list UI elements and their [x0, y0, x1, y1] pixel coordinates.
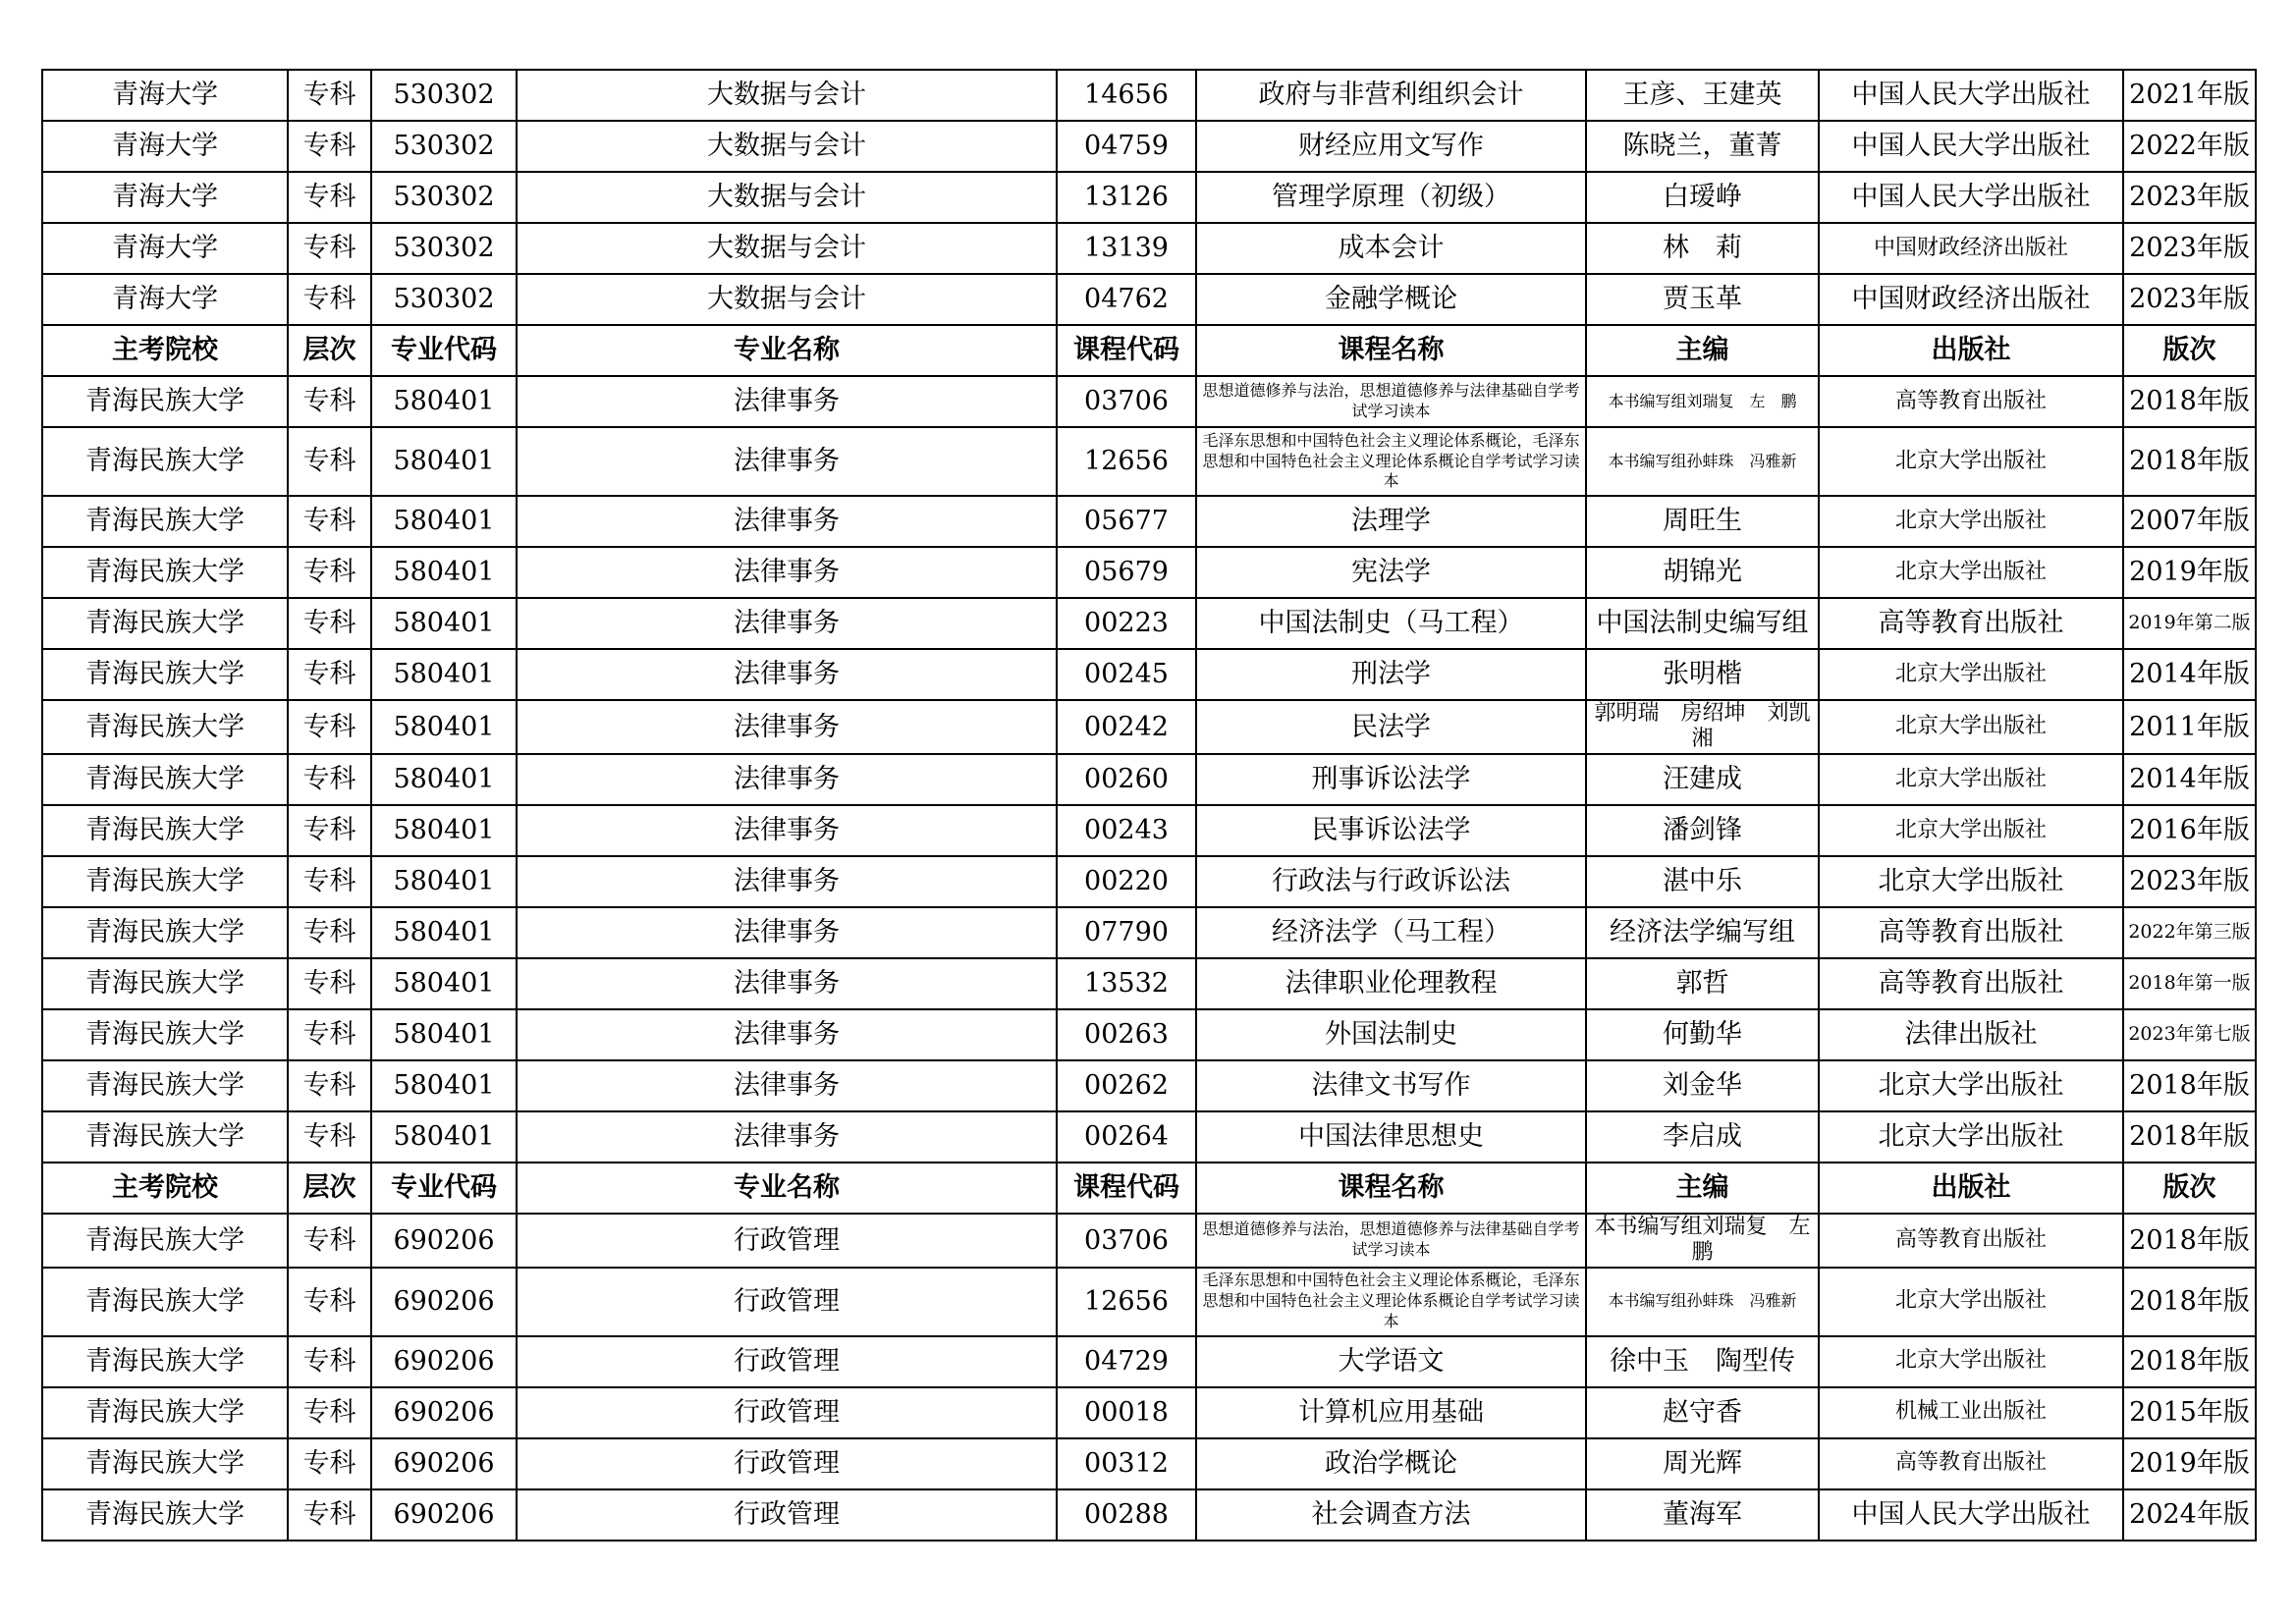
header-major-name: 专业名称	[517, 1163, 1057, 1214]
cell-school: 青海民族大学	[42, 856, 288, 907]
cell-editor: 贾玉革	[1586, 274, 1819, 325]
cell-major-name: 法律事务	[517, 1111, 1057, 1163]
cell-course-name: 法理学	[1196, 496, 1586, 547]
cell-level: 专科	[288, 223, 371, 274]
cell-major-code: 530302	[371, 70, 517, 121]
header-course-code: 课程代码	[1057, 1163, 1196, 1214]
cell-course-code: 14656	[1057, 70, 1196, 121]
cell-course-name: 毛泽东思想和中国特色社会主义理论体系概论，毛泽东思想和中国特色社会主义理论体系概论自学考试学习读本	[1196, 427, 1586, 496]
cell-school: 青海民族大学	[42, 1336, 288, 1387]
header-publisher: 出版社	[1819, 325, 2123, 376]
cell-course-code: 00288	[1057, 1489, 1196, 1541]
cell-course-name: 中国法律思想史	[1196, 1111, 1586, 1163]
table-row	[42, 1009, 2256, 1060]
textbook-table	[41, 69, 2257, 1542]
cell-editor: 赵守香	[1586, 1387, 1819, 1438]
cell-major-code: 580401	[371, 958, 517, 1009]
header-course-name: 课程名称	[1196, 1163, 1586, 1214]
cell-editor: 经济法学编写组	[1586, 907, 1819, 958]
cell-school: 青海民族大学	[42, 496, 288, 547]
cell-major-name: 行政管理	[517, 1489, 1057, 1541]
cell-course-name: 社会调查方法	[1196, 1489, 1586, 1541]
cell-major-code: 530302	[371, 274, 517, 325]
cell-major-name: 法律事务	[517, 649, 1057, 700]
cell-course-name: 民法学	[1196, 700, 1586, 754]
header-major-code: 专业代码	[371, 1163, 517, 1214]
cell-major-name: 大数据与会计	[517, 274, 1057, 325]
cell-major-code: 580401	[371, 856, 517, 907]
cell-course-name: 管理学原理（初级）	[1196, 172, 1586, 223]
cell-school: 青海民族大学	[42, 805, 288, 856]
cell-editor: 董海军	[1586, 1489, 1819, 1541]
cell-edition: 2007年版	[2123, 496, 2256, 547]
cell-course-name: 民事诉讼法学	[1196, 805, 1586, 856]
header-level: 层次	[288, 1163, 371, 1214]
cell-course-name: 经济法学（马工程）	[1196, 907, 1586, 958]
table-row	[42, 1336, 2256, 1387]
cell-level: 专科	[288, 907, 371, 958]
cell-editor: 本书编写组刘瑞复 左 鹏	[1586, 376, 1819, 427]
cell-editor: 王彦、王建英	[1586, 70, 1819, 121]
cell-course-code: 00245	[1057, 649, 1196, 700]
cell-level: 专科	[288, 427, 371, 496]
cell-editor: 本书编写组孙蚌珠 冯雅新	[1586, 1268, 1819, 1336]
cell-course-code: 05679	[1057, 547, 1196, 598]
cell-level: 专科	[288, 1387, 371, 1438]
cell-major-name: 法律事务	[517, 958, 1057, 1009]
cell-course-name: 刑事诉讼法学	[1196, 754, 1586, 805]
cell-course-name: 刑法学	[1196, 649, 1586, 700]
cell-course-code: 03706	[1057, 1214, 1196, 1268]
cell-course-name: 思想道德修养与法治，思想道德修养与法律基础自学考试学习读本	[1196, 376, 1586, 427]
cell-edition: 2019年版	[2123, 547, 2256, 598]
cell-edition: 2021年版	[2123, 70, 2256, 121]
cell-publisher: 法律出版社	[1819, 1009, 2123, 1060]
cell-edition: 2018年版	[2123, 1336, 2256, 1387]
table-row	[42, 1214, 2256, 1268]
cell-level: 专科	[288, 856, 371, 907]
cell-school: 青海民族大学	[42, 427, 288, 496]
table-row	[42, 754, 2256, 805]
cell-edition: 2023年版	[2123, 274, 2256, 325]
cell-edition: 2014年版	[2123, 754, 2256, 805]
cell-major-code: 580401	[371, 547, 517, 598]
cell-major-code: 690206	[371, 1336, 517, 1387]
cell-publisher: 北京大学出版社	[1819, 1060, 2123, 1111]
cell-major-code: 580401	[371, 1009, 517, 1060]
cell-publisher: 北京大学出版社	[1819, 1336, 2123, 1387]
cell-major-code: 580401	[371, 376, 517, 427]
cell-publisher: 北京大学出版社	[1819, 1268, 2123, 1336]
cell-publisher: 北京大学出版社	[1819, 1111, 2123, 1163]
table-row	[42, 856, 2256, 907]
header-editor: 主编	[1586, 1163, 1819, 1214]
cell-course-name: 计算机应用基础	[1196, 1387, 1586, 1438]
cell-major-name: 行政管理	[517, 1268, 1057, 1336]
cell-major-code: 580401	[371, 427, 517, 496]
cell-editor: 何勤华	[1586, 1009, 1819, 1060]
cell-school: 青海民族大学	[42, 1268, 288, 1336]
cell-course-name: 思想道德修养与法治，思想道德修养与法律基础自学考试学习读本	[1196, 1214, 1586, 1268]
cell-publisher: 中国人民大学出版社	[1819, 121, 2123, 172]
cell-major-code: 580401	[371, 754, 517, 805]
cell-major-name: 法律事务	[517, 907, 1057, 958]
cell-level: 专科	[288, 700, 371, 754]
header-major-code: 专业代码	[371, 325, 517, 376]
cell-editor: 本书编写组刘瑞复 左 鹏	[1586, 1214, 1819, 1268]
cell-course-code: 05677	[1057, 496, 1196, 547]
cell-course-code: 03706	[1057, 376, 1196, 427]
cell-major-name: 法律事务	[517, 427, 1057, 496]
cell-course-code: 04729	[1057, 1336, 1196, 1387]
cell-major-name: 法律事务	[517, 1060, 1057, 1111]
table-row	[42, 70, 2256, 121]
cell-school: 青海民族大学	[42, 598, 288, 649]
cell-edition: 2018年版	[2123, 1111, 2256, 1163]
table-row	[42, 223, 2256, 274]
cell-major-code: 580401	[371, 700, 517, 754]
cell-major-name: 法律事务	[517, 754, 1057, 805]
cell-publisher: 中国财政经济出版社	[1819, 223, 2123, 274]
cell-editor: 汪建成	[1586, 754, 1819, 805]
table-row	[42, 649, 2256, 700]
cell-major-name: 大数据与会计	[517, 223, 1057, 274]
table-row	[42, 1489, 2256, 1541]
cell-school: 青海大学	[42, 121, 288, 172]
cell-school: 青海民族大学	[42, 1387, 288, 1438]
cell-edition: 2018年版	[2123, 1214, 2256, 1268]
cell-course-name: 财经应用文写作	[1196, 121, 1586, 172]
cell-school: 青海民族大学	[42, 547, 288, 598]
cell-level: 专科	[288, 274, 371, 325]
cell-major-code: 690206	[371, 1214, 517, 1268]
cell-level: 专科	[288, 496, 371, 547]
cell-major-name: 法律事务	[517, 547, 1057, 598]
cell-publisher: 北京大学出版社	[1819, 427, 2123, 496]
cell-editor: 林 莉	[1586, 223, 1819, 274]
cell-major-name: 行政管理	[517, 1214, 1057, 1268]
cell-publisher: 北京大学出版社	[1819, 649, 2123, 700]
header-publisher: 出版社	[1819, 1163, 2123, 1214]
cell-edition: 2023年版	[2123, 856, 2256, 907]
cell-major-code: 580401	[371, 805, 517, 856]
table-row	[42, 172, 2256, 223]
cell-edition: 2019年第二版	[2123, 598, 2256, 649]
cell-major-code: 580401	[371, 907, 517, 958]
cell-level: 专科	[288, 754, 371, 805]
cell-editor: 郭哲	[1586, 958, 1819, 1009]
cell-major-name: 大数据与会计	[517, 70, 1057, 121]
cell-edition: 2016年版	[2123, 805, 2256, 856]
cell-school: 青海民族大学	[42, 649, 288, 700]
cell-course-code: 12656	[1057, 427, 1196, 496]
cell-level: 专科	[288, 1489, 371, 1541]
header-course-name: 课程名称	[1196, 325, 1586, 376]
table-row	[42, 1060, 2256, 1111]
header-major-name: 专业名称	[517, 325, 1057, 376]
cell-edition: 2023年版	[2123, 172, 2256, 223]
table-row	[42, 121, 2256, 172]
cell-edition: 2014年版	[2123, 649, 2256, 700]
cell-course-code: 13532	[1057, 958, 1196, 1009]
cell-course-code: 00018	[1057, 1387, 1196, 1438]
cell-publisher: 高等教育出版社	[1819, 1214, 2123, 1268]
cell-publisher: 中国财政经济出版社	[1819, 274, 2123, 325]
cell-course-code: 00243	[1057, 805, 1196, 856]
cell-major-code: 530302	[371, 172, 517, 223]
cell-level: 专科	[288, 376, 371, 427]
cell-major-name: 行政管理	[517, 1387, 1057, 1438]
cell-course-name: 行政法与行政诉讼法	[1196, 856, 1586, 907]
cell-school: 青海民族大学	[42, 376, 288, 427]
cell-course-name: 毛泽东思想和中国特色社会主义理论体系概论，毛泽东思想和中国特色社会主义理论体系概论自学考试学习读本	[1196, 1268, 1586, 1336]
cell-editor: 刘金华	[1586, 1060, 1819, 1111]
cell-course-name: 成本会计	[1196, 223, 1586, 274]
cell-level: 专科	[288, 547, 371, 598]
cell-major-name: 行政管理	[517, 1336, 1057, 1387]
header-school: 主考院校	[42, 1163, 288, 1214]
cell-major-name: 行政管理	[517, 1438, 1057, 1489]
table-row	[42, 427, 2256, 496]
cell-publisher: 北京大学出版社	[1819, 805, 2123, 856]
header-level: 层次	[288, 325, 371, 376]
cell-editor: 张明楷	[1586, 649, 1819, 700]
table-row	[42, 1438, 2256, 1489]
cell-school: 青海民族大学	[42, 1489, 288, 1541]
cell-edition: 2024年版	[2123, 1489, 2256, 1541]
cell-major-code: 690206	[371, 1438, 517, 1489]
cell-level: 专科	[288, 649, 371, 700]
cell-major-code: 580401	[371, 1111, 517, 1163]
cell-level: 专科	[288, 70, 371, 121]
table-body	[42, 70, 2256, 1541]
cell-school: 青海大学	[42, 223, 288, 274]
cell-major-code: 580401	[371, 649, 517, 700]
cell-course-code: 12656	[1057, 1268, 1196, 1336]
cell-course-name: 金融学概论	[1196, 274, 1586, 325]
table-row	[42, 958, 2256, 1009]
cell-editor: 周光辉	[1586, 1438, 1819, 1489]
cell-publisher: 机械工业出版社	[1819, 1387, 2123, 1438]
table-row	[42, 700, 2256, 754]
cell-major-name: 大数据与会计	[517, 121, 1057, 172]
cell-editor: 李启成	[1586, 1111, 1819, 1163]
table-row	[42, 376, 2256, 427]
cell-publisher: 北京大学出版社	[1819, 856, 2123, 907]
cell-edition: 2022年第三版	[2123, 907, 2256, 958]
cell-school: 青海民族大学	[42, 907, 288, 958]
cell-major-name: 法律事务	[517, 376, 1057, 427]
cell-edition: 2018年版	[2123, 1060, 2256, 1111]
cell-course-code: 04759	[1057, 121, 1196, 172]
cell-course-name: 外国法制史	[1196, 1009, 1586, 1060]
cell-editor: 胡锦光	[1586, 547, 1819, 598]
cell-major-code: 690206	[371, 1387, 517, 1438]
cell-school: 青海民族大学	[42, 1009, 288, 1060]
cell-edition: 2018年版	[2123, 1268, 2256, 1336]
cell-publisher: 中国人民大学出版社	[1819, 70, 2123, 121]
cell-course-name: 政治学概论	[1196, 1438, 1586, 1489]
cell-publisher: 北京大学出版社	[1819, 754, 2123, 805]
cell-publisher: 高等教育出版社	[1819, 907, 2123, 958]
cell-publisher: 中国人民大学出版社	[1819, 1489, 2123, 1541]
cell-course-code: 00312	[1057, 1438, 1196, 1489]
cell-course-name: 法律职业伦理教程	[1196, 958, 1586, 1009]
cell-level: 专科	[288, 805, 371, 856]
cell-publisher: 北京大学出版社	[1819, 496, 2123, 547]
cell-course-code: 13126	[1057, 172, 1196, 223]
cell-school: 青海大学	[42, 274, 288, 325]
cell-course-code: 00242	[1057, 700, 1196, 754]
cell-course-code: 04762	[1057, 274, 1196, 325]
cell-major-name: 法律事务	[517, 700, 1057, 754]
cell-level: 专科	[288, 172, 371, 223]
cell-edition: 2022年版	[2123, 121, 2256, 172]
cell-edition: 2015年版	[2123, 1387, 2256, 1438]
cell-level: 专科	[288, 1009, 371, 1060]
cell-course-code: 00220	[1057, 856, 1196, 907]
cell-school: 青海民族大学	[42, 754, 288, 805]
cell-edition: 2018年版	[2123, 376, 2256, 427]
cell-major-name: 法律事务	[517, 805, 1057, 856]
cell-course-name: 宪法学	[1196, 547, 1586, 598]
cell-course-name: 中国法制史（马工程）	[1196, 598, 1586, 649]
cell-major-code: 580401	[371, 1060, 517, 1111]
table-row	[42, 547, 2256, 598]
cell-editor: 周旺生	[1586, 496, 1819, 547]
cell-level: 专科	[288, 1214, 371, 1268]
cell-school: 青海民族大学	[42, 1060, 288, 1111]
cell-publisher: 高等教育出版社	[1819, 958, 2123, 1009]
cell-edition: 2018年第一版	[2123, 958, 2256, 1009]
cell-publisher: 高等教育出版社	[1819, 598, 2123, 649]
cell-editor: 本书编写组孙蚌珠 冯雅新	[1586, 427, 1819, 496]
cell-publisher: 北京大学出版社	[1819, 547, 2123, 598]
cell-editor: 白瑷峥	[1586, 172, 1819, 223]
table-row	[42, 805, 2256, 856]
cell-course-code: 00262	[1057, 1060, 1196, 1111]
cell-major-name: 大数据与会计	[517, 172, 1057, 223]
cell-school: 青海民族大学	[42, 958, 288, 1009]
cell-publisher: 高等教育出版社	[1819, 376, 2123, 427]
cell-course-code: 07790	[1057, 907, 1196, 958]
cell-level: 专科	[288, 1111, 371, 1163]
cell-level: 专科	[288, 121, 371, 172]
cell-level: 专科	[288, 1268, 371, 1336]
table-row	[42, 1268, 2256, 1336]
cell-editor: 郭明瑞 房绍坤 刘凯湘	[1586, 700, 1819, 754]
cell-major-name: 法律事务	[517, 1009, 1057, 1060]
cell-major-name: 法律事务	[517, 856, 1057, 907]
cell-major-name: 法律事务	[517, 496, 1057, 547]
cell-publisher: 北京大学出版社	[1819, 700, 2123, 754]
header-course-code: 课程代码	[1057, 325, 1196, 376]
cell-course-code: 00263	[1057, 1009, 1196, 1060]
cell-level: 专科	[288, 1336, 371, 1387]
cell-school: 青海民族大学	[42, 1214, 288, 1268]
cell-editor: 徐中玉 陶型传	[1586, 1336, 1819, 1387]
cell-school: 青海大学	[42, 172, 288, 223]
cell-major-code: 580401	[371, 598, 517, 649]
cell-major-code: 690206	[371, 1489, 517, 1541]
header-edition: 版次	[2123, 1163, 2256, 1214]
cell-course-name: 大学语文	[1196, 1336, 1586, 1387]
cell-course-name: 政府与非营利组织会计	[1196, 70, 1586, 121]
cell-level: 专科	[288, 598, 371, 649]
cell-publisher: 中国人民大学出版社	[1819, 172, 2123, 223]
cell-publisher: 高等教育出版社	[1819, 1438, 2123, 1489]
table-header-row	[42, 325, 2256, 376]
cell-course-code: 00260	[1057, 754, 1196, 805]
cell-school: 青海民族大学	[42, 700, 288, 754]
cell-course-name: 法律文书写作	[1196, 1060, 1586, 1111]
table-row	[42, 1387, 2256, 1438]
cell-level: 专科	[288, 1438, 371, 1489]
cell-major-code: 530302	[371, 121, 517, 172]
cell-edition: 2023年版	[2123, 223, 2256, 274]
header-school: 主考院校	[42, 325, 288, 376]
cell-level: 专科	[288, 1060, 371, 1111]
table-row	[42, 1111, 2256, 1163]
table-row	[42, 274, 2256, 325]
cell-course-code: 00223	[1057, 598, 1196, 649]
cell-edition: 2023年第七版	[2123, 1009, 2256, 1060]
cell-school: 青海大学	[42, 70, 288, 121]
cell-course-code: 13139	[1057, 223, 1196, 274]
cell-editor: 陈晓兰，董菁	[1586, 121, 1819, 172]
cell-edition: 2011年版	[2123, 700, 2256, 754]
cell-edition: 2018年版	[2123, 427, 2256, 496]
cell-major-code: 530302	[371, 223, 517, 274]
cell-school: 青海民族大学	[42, 1438, 288, 1489]
cell-editor: 潘剑锋	[1586, 805, 1819, 856]
header-edition: 版次	[2123, 325, 2256, 376]
cell-editor: 湛中乐	[1586, 856, 1819, 907]
cell-school: 青海民族大学	[42, 1111, 288, 1163]
cell-major-code: 690206	[371, 1268, 517, 1336]
cell-edition: 2019年版	[2123, 1438, 2256, 1489]
cell-major-name: 法律事务	[517, 598, 1057, 649]
cell-course-code: 00264	[1057, 1111, 1196, 1163]
table-row	[42, 598, 2256, 649]
cell-level: 专科	[288, 958, 371, 1009]
header-editor: 主编	[1586, 325, 1819, 376]
cell-major-code: 580401	[371, 496, 517, 547]
table-row	[42, 496, 2256, 547]
table-header-row	[42, 1163, 2256, 1214]
cell-editor: 中国法制史编写组	[1586, 598, 1819, 649]
table-row	[42, 907, 2256, 958]
